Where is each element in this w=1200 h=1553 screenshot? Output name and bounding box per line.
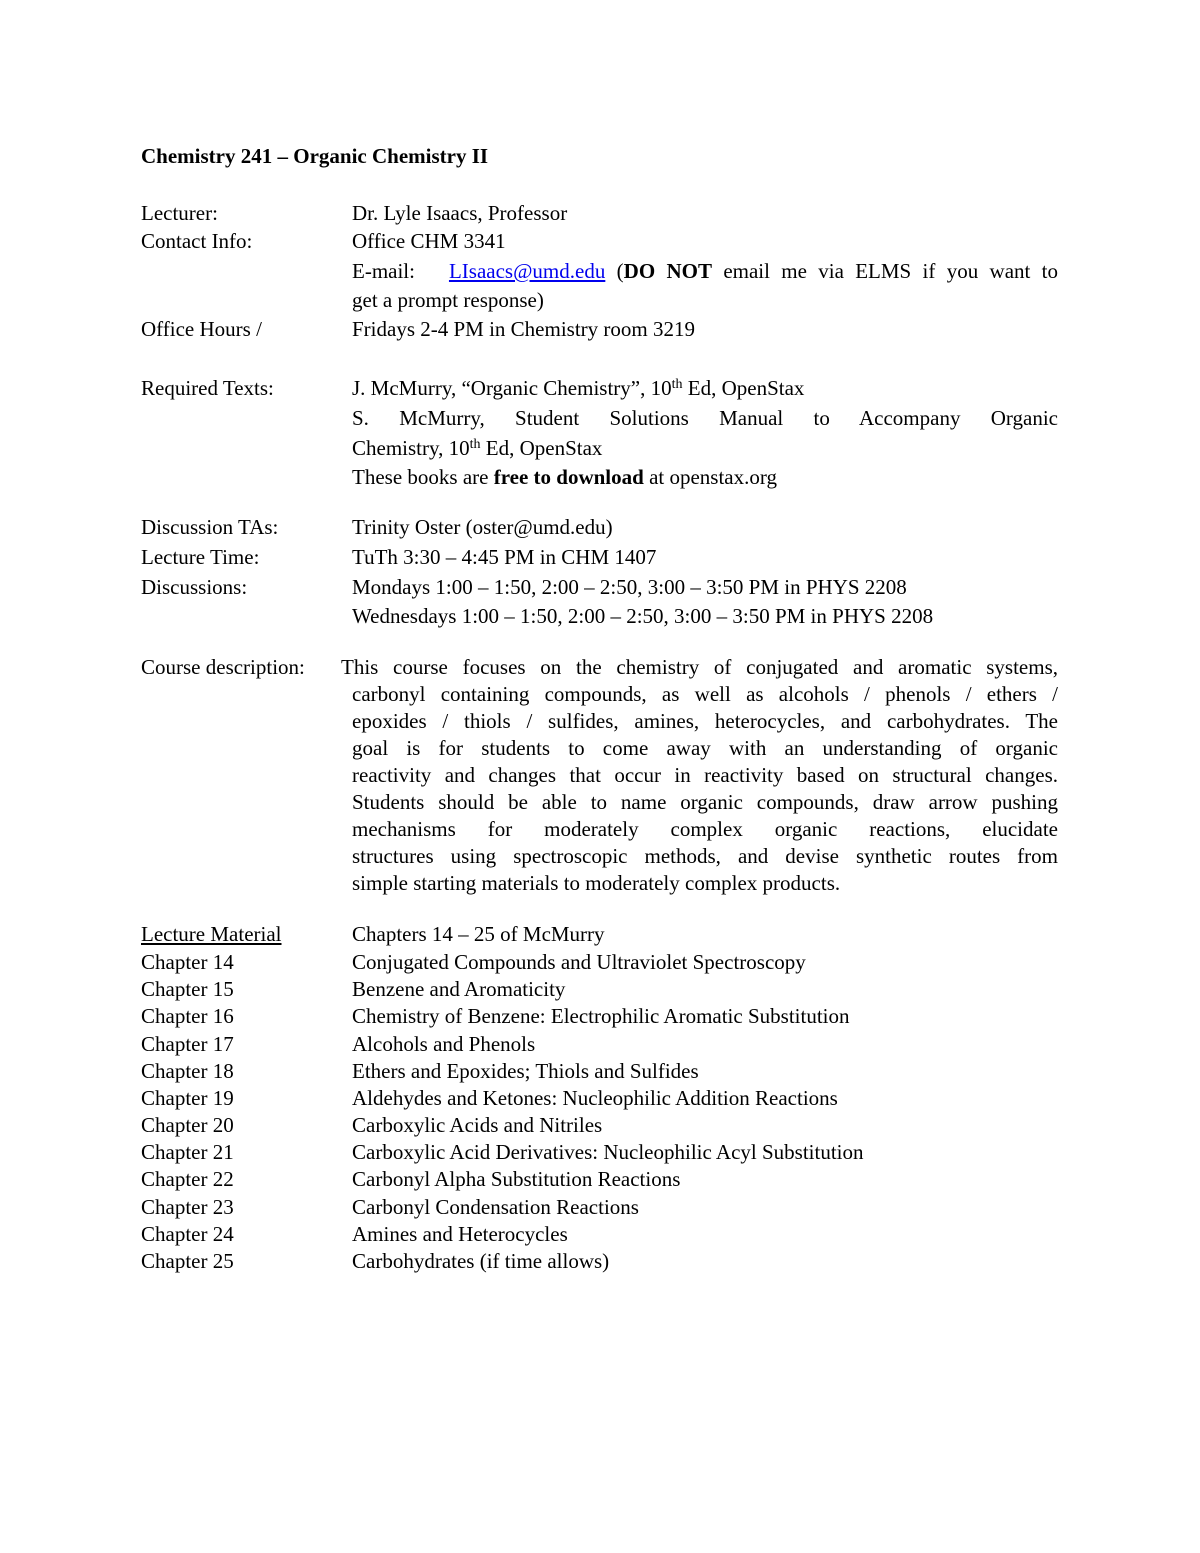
book2-line1: S. McMurry, Student Solutions Manual to Accompany Organic [352,406,1058,430]
description-label: Course description: [141,655,305,679]
chapter-number: Chapter 18 [141,1059,234,1083]
contact-label: Contact Info: [141,229,253,253]
chapter-title: Carbonyl Condensation Reactions [352,1195,639,1219]
email-prefix: E-mail: [352,259,415,283]
book2-sup: th [469,437,481,452]
email-row [0,257,1200,285]
lecture-material-label: Lecture Material [141,922,282,946]
chapter-row [0,1002,1200,1030]
office-hours-row [0,315,1200,343]
description-line: mechanisms for moderately complex organic reactions, elucidate [352,817,1058,841]
discussions-line1: Mondays 1:00 – 1:50, 2:00 – 2:50, 3:00 – 3:50 PM in PHYS 2208 [352,575,907,599]
lecture-time-value: TuTh 3:30 – 4:45 PM in CHM 1407 [352,545,657,569]
discussions-label: Discussions: [141,575,248,599]
book2-row [0,404,1200,432]
free-text-bold: free to download [493,465,644,489]
chapter-number: Chapter 22 [141,1167,234,1191]
chapter-title: Carboxylic Acid Derivatives: Nucleophilic Acyl Substitution [352,1140,864,1164]
book1-text: J. McMurry, “Organic Chemistry”, 10 [352,376,672,400]
chapter-title: Alcohols and Phenols [352,1032,536,1056]
chapter-number: Chapter 21 [141,1140,234,1164]
chapter-row [0,1084,1200,1112]
chapter-row [0,948,1200,976]
chapter-title: Carbohydrates (if time allows) [352,1249,610,1273]
description-line: goal is for students to come away with an understanding of organic [352,736,1058,760]
tas-row [0,513,1200,541]
chapter-title: Benzene and Aromaticity [352,977,566,1001]
do-not-text: DO NOT [623,259,712,283]
lecturer-row [0,199,1200,227]
contact-row [0,227,1200,255]
lecture-time-row [0,543,1200,571]
description-line: Students should be able to name organic compounds, draw arrow pushing [352,790,1058,814]
book1-sup: th [671,377,683,392]
chapter-title: Ethers and Epoxides; Thiols and Sulfides [352,1059,699,1083]
chapter-number: Chapter 19 [141,1086,234,1110]
chapter-row [0,1193,1200,1221]
description-line: epoxides / thiols / sulfides, amines, heterocycles, and carbohydrates. The [352,709,1058,733]
chapter-number: Chapter 17 [141,1032,234,1056]
open-paren: ( [616,259,624,283]
email-line [352,257,1058,285]
free-text-a: These books are [352,465,489,489]
email-link[interactable]: LIsaacs@umd.edu [448,259,606,283]
book2-text: Chemistry, 10 [352,436,470,460]
free-text-b: at openstax.org [649,465,777,489]
chapter-number: Chapter 23 [141,1195,234,1219]
description-line: This course focuses on the chemistry of conjugated and aromatic systems, [341,655,1058,679]
book1-edition: Ed, OpenStax [687,376,805,400]
chapter-row [0,1247,1200,1275]
lecturer-value: Dr. Lyle Isaacs, Professor [352,201,568,225]
tas-label: Discussion TAs: [141,515,279,539]
book2-edition: Ed, OpenStax [485,436,603,460]
lecturer-label: Lecturer: [141,201,218,225]
lecture-material-row [0,920,1200,948]
description-line: carbonyl containing compounds, as well as alcohols / phenols / ethers / [352,682,1058,706]
chapter-number: Chapter 14 [141,950,234,974]
chapter-title: Conjugated Compounds and Ultraviolet Spectroscopy [352,950,806,974]
texts-row [0,374,1200,402]
book1-line [352,374,804,402]
chapter-title: Chemistry of Benzene: Electrophilic Aromatic Substitution [352,1004,850,1028]
discussions-row [0,573,1200,601]
discussions-line2: Wednesdays 1:00 – 1:50, 2:00 – 2:50, 3:00 – 3:50 PM in PHYS 2208 [352,604,934,628]
email-note-line2: get a prompt response) [352,288,544,312]
chapter-row [0,975,1200,1003]
free-line [352,463,777,491]
description-line: simple starting materials to moderately complex products. [352,871,841,895]
office-value: Office CHM 3341 [352,229,506,253]
office-hours-label: Office Hours / [141,317,262,341]
description-line: reactivity and changes that occur in reactivity based on structural changes. [352,763,1058,787]
chapter-row [0,1030,1200,1058]
discussions-row2 [0,602,1200,630]
texts-label: Required Texts: [141,376,274,400]
chapter-row [0,1138,1200,1166]
chapter-row [0,1057,1200,1085]
free-row [0,463,1200,491]
chapter-row [0,1220,1200,1248]
chapter-title: Aldehydes and Ketones: Nucleophilic Addition Reactions [352,1086,838,1110]
chapter-row [0,1111,1200,1139]
chapter-row [0,1165,1200,1193]
chapter-number: Chapter 25 [141,1249,234,1273]
lecture-material-value: Chapters 14 – 25 of McMurry [352,922,605,946]
page-title: Chemistry 241 – Organic Chemistry II [141,144,489,168]
email-note-rest: email me via ELMS if you want to [723,259,1059,283]
chapter-number: Chapter 16 [141,1004,234,1028]
chapter-number: Chapter 24 [141,1222,234,1246]
chapter-title: Carboxylic Acids and Nitriles [352,1113,603,1137]
chapter-title: Carbonyl Alpha Substitution Reactions [352,1167,681,1191]
email-note-row [0,286,1200,314]
chapter-number: Chapter 20 [141,1113,234,1137]
chapter-title: Amines and Heterocycles [352,1222,568,1246]
lecture-time-label: Lecture Time: [141,545,260,569]
tas-value: Trinity Oster (oster@umd.edu) [352,515,613,539]
book2-row2 [0,434,1200,462]
office-hours-value: Fridays 2-4 PM in Chemistry room 3219 [352,317,696,341]
description-line: structures using spectroscopic methods, and devise synthetic routes from [352,844,1058,868]
chapter-number: Chapter 15 [141,977,234,1001]
book2-line2 [352,434,602,462]
